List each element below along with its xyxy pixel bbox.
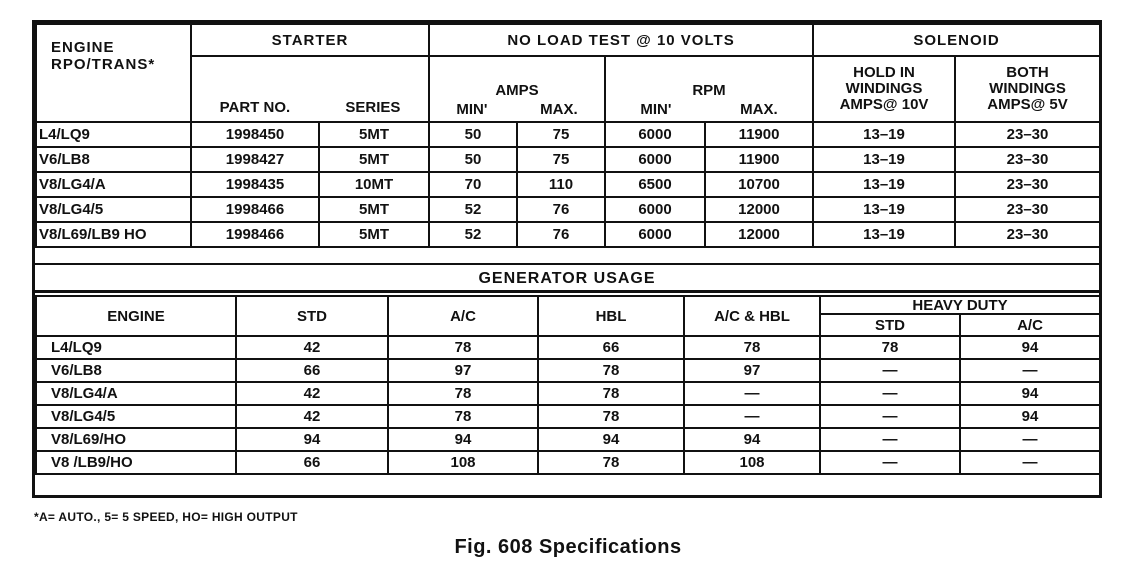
starter-cell-amps-min: 50 bbox=[429, 122, 517, 147]
starter-cell-both-windings: 23–30 bbox=[955, 122, 1100, 147]
starter-cell-part-no: 1998466 bbox=[191, 197, 319, 222]
gen-cell-hd-std: — bbox=[820, 428, 960, 451]
starter-cell-part-no: 1998427 bbox=[191, 147, 319, 172]
starter-cell-rpm-max: 12000 bbox=[705, 222, 813, 247]
amps-header-cell bbox=[429, 56, 605, 122]
part-no-header: PART NO. bbox=[219, 99, 291, 116]
starter-cell-part-no: 1998435 bbox=[191, 172, 319, 197]
spec-frame bbox=[32, 20, 1102, 498]
engine-rpo-header: ENGINE RPO/TRANS* bbox=[36, 24, 191, 122]
starter-cell-rpm-max: 12000 bbox=[705, 197, 813, 222]
gen-cell-ac: 97 bbox=[388, 359, 538, 382]
gen-cell-hbl: 78 bbox=[538, 451, 684, 474]
starter-cell-engine: V8/L69/LB9 HO bbox=[36, 222, 191, 247]
gen-cell-hbl: 78 bbox=[538, 405, 684, 428]
starter-cell-engine: L4/LQ9 bbox=[36, 122, 191, 147]
heavy-duty-header: HEAVY DUTY bbox=[820, 296, 1100, 314]
starter-cell-both-windings: 23–30 bbox=[955, 197, 1100, 222]
gen-cell-ac: 78 bbox=[388, 382, 538, 405]
amps-min-header: MIN' bbox=[456, 101, 488, 118]
starter-cell-amps-min: 52 bbox=[429, 222, 517, 247]
gen-cell-ac: 108 bbox=[388, 451, 538, 474]
generator-table-row bbox=[36, 405, 1100, 428]
gen-cell-hd-ac: 94 bbox=[960, 405, 1100, 428]
rpm-min-header: MIN' bbox=[640, 101, 672, 118]
starter-cell-rpm-min: 6000 bbox=[605, 122, 705, 147]
generator-table-row bbox=[36, 382, 1100, 405]
gen-cell-hbl: 78 bbox=[538, 382, 684, 405]
footnote: *A= AUTO., 5= 5 SPEED, HO= HIGH OUTPUT bbox=[34, 510, 298, 524]
gen-std-header: STD bbox=[236, 296, 388, 336]
gen-ac-header: A/C bbox=[388, 296, 538, 336]
gen-cell-engine: V6/LB8 bbox=[36, 359, 236, 382]
generator-table-row bbox=[36, 451, 1100, 474]
starter-table-row bbox=[36, 172, 1100, 197]
gen-cell-engine: V8/L69/HO bbox=[36, 428, 236, 451]
gen-cell-hd-ac: — bbox=[960, 451, 1100, 474]
rpm-max-header: MAX. bbox=[740, 101, 778, 118]
gen-hbl-header: HBL bbox=[538, 296, 684, 336]
gen-cell-ac-hbl: 97 bbox=[684, 359, 820, 382]
starter-subheader bbox=[191, 56, 429, 122]
starter-cell-engine: V8/LG4/5 bbox=[36, 197, 191, 222]
starter-table-row bbox=[36, 222, 1100, 247]
starter-cell-series: 10MT bbox=[319, 172, 429, 197]
gen-cell-hd-std: — bbox=[820, 405, 960, 428]
starter-cell-amps-min: 70 bbox=[429, 172, 517, 197]
starter-cell-rpm-min: 6000 bbox=[605, 147, 705, 172]
gen-cell-hbl: 94 bbox=[538, 428, 684, 451]
starter-spec-table bbox=[35, 23, 1101, 248]
starter-cell-part-no: 1998450 bbox=[191, 122, 319, 147]
gen-engine-header: ENGINE bbox=[36, 296, 236, 336]
figure-caption: Fig. 608 Specifications bbox=[454, 536, 682, 558]
starter-cell-both-windings: 23–30 bbox=[955, 222, 1100, 247]
gen-cell-ac: 78 bbox=[388, 336, 538, 359]
starter-cell-amps-min: 52 bbox=[429, 197, 517, 222]
gen-cell-ac-hbl: 78 bbox=[684, 336, 820, 359]
gen-cell-hd-ac: — bbox=[960, 428, 1100, 451]
gen-cell-ac: 78 bbox=[388, 405, 538, 428]
starter-cell-hold-in: 13–19 bbox=[813, 222, 955, 247]
starter-cell-amps-max: 75 bbox=[517, 122, 605, 147]
gen-cell-std: 42 bbox=[236, 382, 388, 405]
starter-cell-hold-in: 13–19 bbox=[813, 172, 955, 197]
starter-cell-part-no: 1998466 bbox=[191, 222, 319, 247]
gen-cell-std: 42 bbox=[236, 405, 388, 428]
generator-table-row bbox=[36, 336, 1100, 359]
starter-cell-rpm-max: 11900 bbox=[705, 147, 813, 172]
gen-cell-std: 94 bbox=[236, 428, 388, 451]
gen-cell-hd-std: — bbox=[820, 359, 960, 382]
solenoid-header: SOLENOID bbox=[813, 24, 1100, 56]
starter-cell-amps-max: 110 bbox=[517, 172, 605, 197]
gen-cell-engine: V8 /LB9/HO bbox=[36, 451, 236, 474]
starter-cell-both-windings: 23–30 bbox=[955, 147, 1100, 172]
gen-cell-ac-hbl: 94 bbox=[684, 428, 820, 451]
both-windings-header: BOTH WINDINGS AMPS@ 5V bbox=[955, 56, 1100, 122]
generator-usage-title: GENERATOR USAGE bbox=[35, 263, 1099, 293]
starter-table-row bbox=[36, 147, 1100, 172]
gen-cell-engine: V8/LG4/A bbox=[36, 382, 236, 405]
starter-cell-engine: V8/LG4/A bbox=[36, 172, 191, 197]
starter-cell-hold-in: 13–19 bbox=[813, 122, 955, 147]
generator-usage-table bbox=[35, 295, 1101, 475]
starter-cell-amps-max: 75 bbox=[517, 147, 605, 172]
generator-table-row bbox=[36, 359, 1100, 382]
gen-cell-ac-hbl: — bbox=[684, 405, 820, 428]
starter-cell-series: 5MT bbox=[319, 147, 429, 172]
series-header: SERIES bbox=[345, 99, 401, 116]
gen-cell-std: 66 bbox=[236, 451, 388, 474]
gen-cell-ac-hbl: — bbox=[684, 382, 820, 405]
starter-cell-hold-in: 13–19 bbox=[813, 147, 955, 172]
starter-cell-series: 5MT bbox=[319, 122, 429, 147]
gen-cell-ac-hbl: 108 bbox=[684, 451, 820, 474]
gen-cell-hd-ac: — bbox=[960, 359, 1100, 382]
gen-cell-hd-ac: 94 bbox=[960, 382, 1100, 405]
hd-ac-header: A/C bbox=[960, 314, 1100, 336]
starter-cell-both-windings: 23–30 bbox=[955, 172, 1100, 197]
starter-cell-rpm-min: 6000 bbox=[605, 222, 705, 247]
rpm-header-cell bbox=[605, 56, 813, 122]
rpm-header: RPM bbox=[692, 82, 726, 99]
no-load-test-header: NO LOAD TEST @ 10 VOLTS bbox=[429, 24, 813, 56]
gen-cell-std: 66 bbox=[236, 359, 388, 382]
starter-cell-rpm-max: 11900 bbox=[705, 122, 813, 147]
gen-cell-hd-ac: 94 bbox=[960, 336, 1100, 359]
starter-cell-hold-in: 13–19 bbox=[813, 197, 955, 222]
hd-std-header: STD bbox=[820, 314, 960, 336]
starter-header: STARTER bbox=[191, 24, 429, 56]
starter-cell-engine: V6/LB8 bbox=[36, 147, 191, 172]
gen-cell-engine: L4/LQ9 bbox=[36, 336, 236, 359]
amps-header: AMPS bbox=[495, 82, 539, 99]
starter-cell-rpm-min: 6000 bbox=[605, 197, 705, 222]
starter-cell-amps-min: 50 bbox=[429, 147, 517, 172]
starter-cell-series: 5MT bbox=[319, 222, 429, 247]
gen-cell-hd-std: — bbox=[820, 451, 960, 474]
starter-table-row bbox=[36, 122, 1100, 147]
gen-cell-hbl: 78 bbox=[538, 359, 684, 382]
starter-cell-amps-max: 76 bbox=[517, 222, 605, 247]
starter-cell-amps-max: 76 bbox=[517, 197, 605, 222]
gen-cell-std: 42 bbox=[236, 336, 388, 359]
gen-cell-hd-std: — bbox=[820, 382, 960, 405]
generator-table-row bbox=[36, 428, 1100, 451]
gen-cell-ac: 94 bbox=[388, 428, 538, 451]
starter-table-row bbox=[36, 197, 1100, 222]
gen-ac-hbl-header: A/C & HBL bbox=[684, 296, 820, 336]
gen-cell-engine: V8/LG4/5 bbox=[36, 405, 236, 428]
gen-cell-hd-std: 78 bbox=[820, 336, 960, 359]
hold-in-windings-header: HOLD IN WINDINGS AMPS@ 10V bbox=[813, 56, 955, 122]
gen-cell-hbl: 66 bbox=[538, 336, 684, 359]
starter-cell-rpm-min: 6500 bbox=[605, 172, 705, 197]
starter-cell-series: 5MT bbox=[319, 197, 429, 222]
starter-cell-rpm-max: 10700 bbox=[705, 172, 813, 197]
amps-max-header: MAX. bbox=[540, 101, 578, 118]
